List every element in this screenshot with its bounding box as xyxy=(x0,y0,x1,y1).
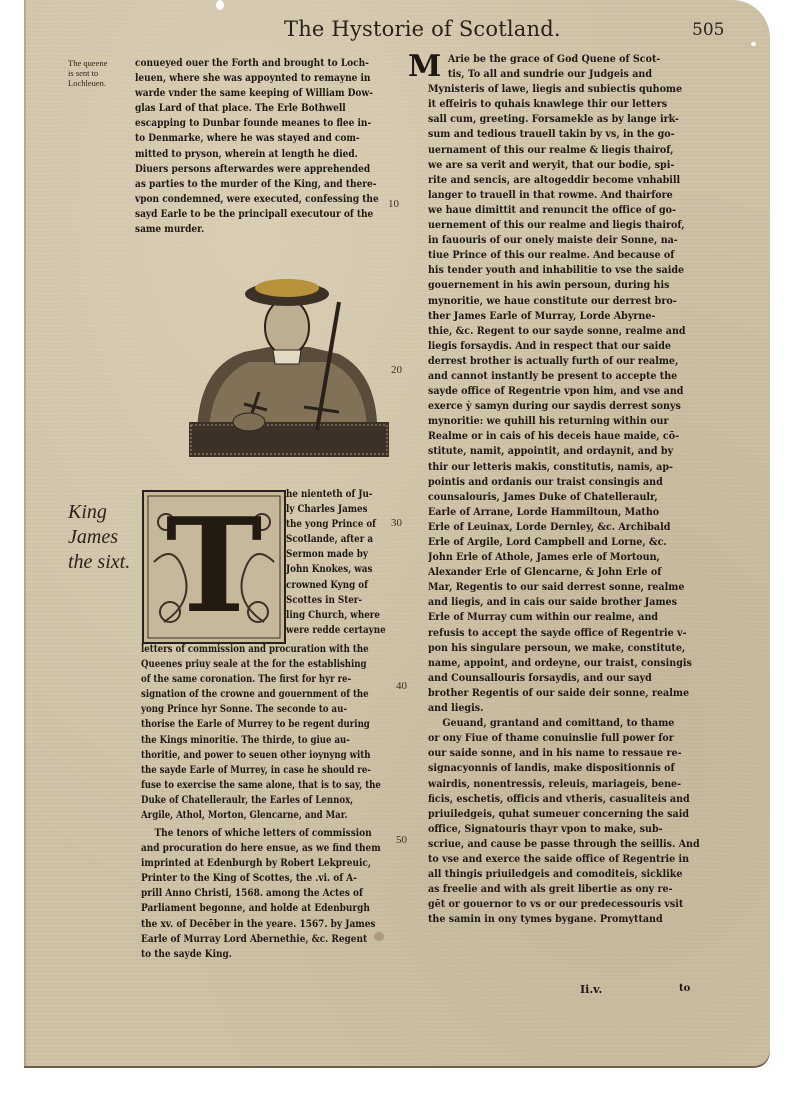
text-line: ly Charles James xyxy=(286,503,368,516)
text-line: pon his singulare persoun, we make, constitute, xyxy=(428,641,686,654)
text-line: John Knokes, was xyxy=(286,563,373,576)
text-line: mynoritie, we haue constitute our derrest bro- xyxy=(428,294,677,307)
text-line: stitute, namit, appointit, and ordaynit, and by xyxy=(428,445,674,458)
text-line: thie, &c. Regent to our sayde sonne, realme and xyxy=(428,324,686,337)
text-line: and procuration do here ensue, as we find them xyxy=(141,842,381,855)
text-line: all thingis priuiledgeis and comoditeis, sicklike xyxy=(428,868,683,881)
text-line: to vse and exerce the saide office of Regentrie in xyxy=(428,852,690,865)
paper-damage xyxy=(751,42,756,46)
text-line: tiue Prince of this our realme. And because of xyxy=(428,249,675,262)
text-line: sayd Earle to be the principall executour of the xyxy=(135,207,374,220)
text-line: name, appoint, and ordeyne, our traist, consingis xyxy=(428,656,692,669)
text-line: and cannot instantly be present to accepte the xyxy=(428,369,678,382)
signature-mark: Ii.v. xyxy=(580,983,603,996)
text-line: gouernement in his awin persoun, during his xyxy=(428,279,670,292)
text-line: Geuand, grantand and comittand, to thame xyxy=(442,717,675,730)
text-line: mynoritie: we quhill his returning within our xyxy=(428,415,669,428)
text-line: to Denmarke, where he was stayed and com- xyxy=(135,132,360,145)
text-line: to the sayde King. xyxy=(141,947,232,960)
line-number-10: 10 xyxy=(388,198,399,210)
text-line: we are sa verit and weryit, that our bodie, spi- xyxy=(428,158,675,171)
text-line: conueyed ouer the Forth and brought to Loch- xyxy=(135,57,369,69)
text-line: Scotlande, after a xyxy=(286,533,374,546)
line-number-30: 30 xyxy=(391,517,402,529)
marginal-note-line: James xyxy=(68,526,118,548)
text-line: office, Signatouris thayr vpon to make, sub- xyxy=(428,822,663,835)
text-line: it effeiris to quhais knawlege thir our letters xyxy=(428,98,668,111)
text-line: warde vnder the same keeping of William Dow- xyxy=(135,87,373,100)
text-line: signacyonnis of landis, make dispositionnis of xyxy=(428,762,675,775)
initial-letter: T xyxy=(165,489,263,642)
text-line: Erle of Argile, Lord Campbell and Lorne, &c. xyxy=(428,536,667,548)
running-head: The Hystorie of Scotland. xyxy=(284,17,561,41)
marginal-note-line: Lochleuen. xyxy=(68,78,106,88)
text-line: Earle of Murray Lord Abernethie, &c. Regent xyxy=(141,932,368,945)
marginal-note-queen xyxy=(68,58,107,88)
text-line: of the same coronation. The first for hyr re- xyxy=(141,673,352,686)
text-line: thoritie, and power to seuen other ioynyng with xyxy=(141,748,371,761)
text-line: in fauouris of our onely maiste deir Sonne, na- xyxy=(428,234,678,247)
text-line: as freelie and with als greit libertie as ony re- xyxy=(428,883,673,896)
right-column-proclamation xyxy=(428,52,730,927)
text-line: letters of commission and procuration with the xyxy=(141,643,369,655)
text-line: gēt or gouernor to vs or our predecessouris vsit xyxy=(428,898,684,911)
text-line: Erle of Murray cum within our realme, and xyxy=(428,611,659,624)
text-line: his tender youth and inhabilitie to vse the saide xyxy=(428,264,685,277)
text-line: imprinted at Edenburgh by Robert Lekpreuic, xyxy=(141,857,371,870)
text-line: Duke of Chatelleraulr, the Earles of Lennox, xyxy=(141,793,354,806)
text-line: same murder. xyxy=(135,223,205,236)
text-line: crowned Kyng of xyxy=(286,578,368,591)
text-line: John Erle of Athole, James erle of Mortoun, xyxy=(428,551,660,564)
text-line: derrest brother is actually furth of our realme, xyxy=(428,354,679,367)
woodcut-portrait-king xyxy=(189,272,389,460)
text-line: thorise the Earle of Murrey to be regent during xyxy=(141,718,370,731)
text-line: and liegis. xyxy=(428,702,484,715)
drop-initial-m: M xyxy=(408,49,442,84)
text-line: Erle of Leuinax, Lorde Dernley, &c. Archibald xyxy=(428,520,671,533)
line-number-40: 40 xyxy=(396,680,407,692)
page-number: 505 xyxy=(692,20,725,40)
text-line: and Counsallouris forsaydis, and our sayd xyxy=(428,671,652,684)
text-line: tis, To all and sundrie our Judgeis and xyxy=(447,68,653,81)
text-line: the sayde Earle of Murrey, in case he should re- xyxy=(141,763,371,776)
text-line: langer to trauell in that rowme. And thairfore xyxy=(428,188,673,201)
text-line: and liegis, and in cais our saide brother James xyxy=(428,596,678,609)
text-line: Diuers persons afterwardes were apprehended xyxy=(135,162,371,175)
text-line: sayde office of Regentrie vpon him, and vse and xyxy=(428,385,684,398)
text-line: ficis, eschetis, officis and vtheris, casualiteis and xyxy=(428,792,690,805)
left-column-commission-paragraph xyxy=(141,642,437,823)
text-line: the yong Prince of xyxy=(286,518,376,531)
text-line: he nienteth of Ju- xyxy=(286,488,373,500)
line-number-50: 50 xyxy=(396,834,407,846)
text-line: Alexander Erle of Glencarne, & John Erle of xyxy=(428,566,662,579)
text-line: escapping to Dunbar founde meanes to flee in- xyxy=(135,117,372,130)
text-line: rite and sencis, are altogeddir become vnhabill xyxy=(428,173,681,186)
text-line: ling Church, where xyxy=(286,608,380,621)
text-line: sum and tedious trauell takin by vs, in the go- xyxy=(428,128,675,141)
text-line: our saide sonne, and in his name to ressaue re- xyxy=(428,747,682,760)
text-line: yong Prince hyr Sonne. The seconde to au- xyxy=(141,703,347,716)
text-line: priuiledgeis, quhat sumeuer concerning the said xyxy=(428,807,690,820)
text-line: Sermon made by xyxy=(286,548,368,561)
text-line: scriue, and cause be passe through the seillis. And xyxy=(428,837,700,850)
text-line: the xv. of Decēber in the yeare. 1567. by James xyxy=(141,917,376,930)
text-line: mitted to pryson, wherein at length he died. xyxy=(135,147,358,160)
text-line: fuse to exercise the same alone, that is to say, the xyxy=(141,778,381,791)
book-page xyxy=(24,0,770,1068)
text-line: uernament of this our realme & liegis thairof, xyxy=(428,143,674,156)
text-line: counsalouris, James Duke of Chatelleraulr, xyxy=(428,490,658,503)
line-number-20: 20 xyxy=(391,364,402,376)
text-line: Printer to the King of Scottes, the .vi. of A- xyxy=(141,872,357,885)
text-line: Scottes in Ster- xyxy=(286,593,363,606)
text-line: liegis forsaydis. And in respect that our saide xyxy=(428,339,672,352)
marginal-note-line: The queene xyxy=(68,58,108,68)
text-beside-initial xyxy=(286,487,407,638)
text-line: were redde certayne xyxy=(286,623,386,636)
text-line: prill Anno Christi, 1568. among the Actes of xyxy=(141,887,363,900)
text-line: The tenors of whiche letters of commission xyxy=(154,827,372,839)
text-line: sall cum, greeting. Forsamekle as by lange irk- xyxy=(428,113,679,126)
text-line: refusis to accept the sayde office of Regentrie v- xyxy=(428,626,687,639)
text-line: thir our letteris makis, constitutis, namis, ap- xyxy=(428,460,674,473)
text-line: Argile, Athol, Morton, Glencarne, and Mar. xyxy=(141,809,348,822)
marginal-note-king-james xyxy=(68,500,130,575)
marginal-note-line: the sixt. xyxy=(68,551,131,573)
text-line: ther James Earle of Murray, Lorde Abyrne- xyxy=(428,309,656,322)
text-line: Mynisteris of lawe, liegis and subiectis quhome xyxy=(428,83,683,96)
text-line: Earle of Arrane, Lorde Hammiltoun, Matho xyxy=(428,505,660,518)
text-line: Arie be the grace of God Quene of Scot- xyxy=(447,53,661,65)
decorated-initial-t xyxy=(142,490,286,644)
text-line: Queenes priuy seale at the for the establishing xyxy=(141,658,367,671)
text-line: as parties to the murder of the King, and there- xyxy=(135,177,377,190)
text-line: we haue dimittit and renuncit the office of go- xyxy=(428,203,676,216)
text-line: or ony Fiue of thame conuinslie full power for xyxy=(428,732,674,745)
paper-damage xyxy=(216,0,224,10)
marginal-note-line: is sent to xyxy=(68,68,99,78)
text-line: signation of the crowne and gouernment of the xyxy=(141,688,369,701)
text-line: the samin in ony tymes bygane. Promyttand xyxy=(428,913,663,926)
left-column-top-paragraph xyxy=(135,56,422,237)
text-line: Mar, Regentis to our said derrest sonne, realme xyxy=(428,581,685,594)
catchword: to xyxy=(679,983,691,994)
text-line: uernement of this our realme and liegis thairof, xyxy=(428,219,685,232)
text-line: wairdis, nonentressis, releuis, mariageis, bene- xyxy=(428,777,682,790)
text-line: pointis and ordanis our traist consingis and xyxy=(428,475,663,488)
text-line: exerce ẏ samyn during our saydis derrest sonys xyxy=(428,400,681,413)
text-line: glas Lard of that place. The Erle Bothwell xyxy=(135,102,346,115)
text-line: the Kings minoritie. The thirde, to giue au- xyxy=(141,733,350,746)
left-column-tenor-paragraph xyxy=(141,826,425,962)
marginal-note-line: King xyxy=(68,501,107,523)
text-line: leuen, where she was appoynted to remayne in xyxy=(135,72,371,85)
text-line: Realme or in cais of his deceis haue maide, cō- xyxy=(428,430,680,443)
text-line: brother Regentis of our saide deir sonne, realme xyxy=(428,686,690,699)
text-line: Parliament begonne, and holde at Edenburgh xyxy=(141,902,370,915)
text-line: vpon condemned, were executed, confessing the xyxy=(135,192,379,205)
